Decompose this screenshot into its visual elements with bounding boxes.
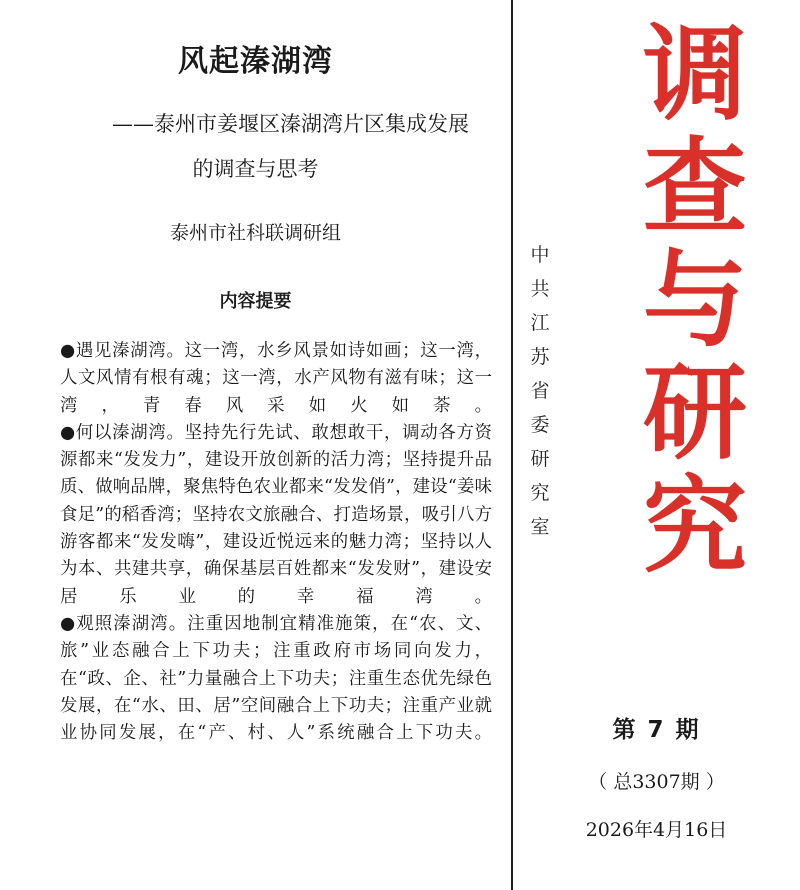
masthead-title: [595, 13, 795, 587]
org-char: 共: [530, 278, 550, 300]
masthead-column: [513, 0, 800, 890]
article-author: 泰州市社科联调研组: [169, 222, 341, 244]
org-char: 中: [530, 244, 550, 266]
masthead-title-char: 与: [642, 239, 747, 361]
summary-body: [60, 338, 492, 747]
masthead-title-char: 调: [642, 13, 747, 135]
masthead-title-char: 研: [642, 352, 747, 474]
article-subtitle-line2: 的调查与思考: [192, 157, 319, 181]
summary-paragraph-2: ●何以溱湖湾。坚持先行先试、敢想敢干，调动各方资源都来“发发力”，建设开放创新的活力湾；坚持提升品质、做响品牌，聚焦特色农业都来“发发俏”，建设“姜味食足”的稻香湾；坚持农文旅融合、打造场景，吸引八方游客都来“发发嗨”，建设近悦远来的魅力湾；坚持以人为本、共建共享，确保基层百姓都来“发发财”，建设安居乐业的幸福湾。: [60, 422, 492, 607]
org-char: 委: [530, 414, 550, 436]
org-char: 研: [530, 448, 550, 470]
masthead-title-char: 究: [642, 465, 747, 587]
org-char: 省: [530, 380, 550, 402]
org-char: 究: [530, 482, 550, 504]
summary-heading: 内容提要: [219, 291, 292, 312]
publication-date: 2026年4月16日: [585, 819, 728, 841]
article-title: 风起溱湖湾: [178, 44, 333, 79]
summary-paragraph-1: ●遇见溱湖湾。这一湾，水乡风景如诗如画；这一湾，人文风情有根有魂；这一湾，水产风物有滋有味；这一湾，青春风采如火如荼。: [60, 341, 492, 416]
summary-paragraph-3: ●观照溱湖湾。注重因地制宜精准施策，在“农、文、旅”业态融合上下功夫；注重政府市场同向发力，在“政、企、社”力量融合上下功夫；注重生态优先绿色发展，在“水、田、居”空间融合上下功夫；注重产业就业协同发展，在“产、村、人”系统融合上下功夫。: [60, 613, 492, 744]
masthead-title-char: 查: [642, 126, 747, 248]
article-subtitle-line1: ——泰州市姜堰区溱湖湾片区集成发展: [112, 112, 469, 136]
org-char: 室: [530, 516, 550, 538]
total-issue-number: （ 总3307期 ）: [588, 771, 725, 793]
org-char: 苏: [530, 346, 550, 368]
issue-number: 第 7 期: [612, 717, 701, 743]
org-char: 江: [530, 312, 550, 334]
publisher-organization: [525, 238, 555, 544]
